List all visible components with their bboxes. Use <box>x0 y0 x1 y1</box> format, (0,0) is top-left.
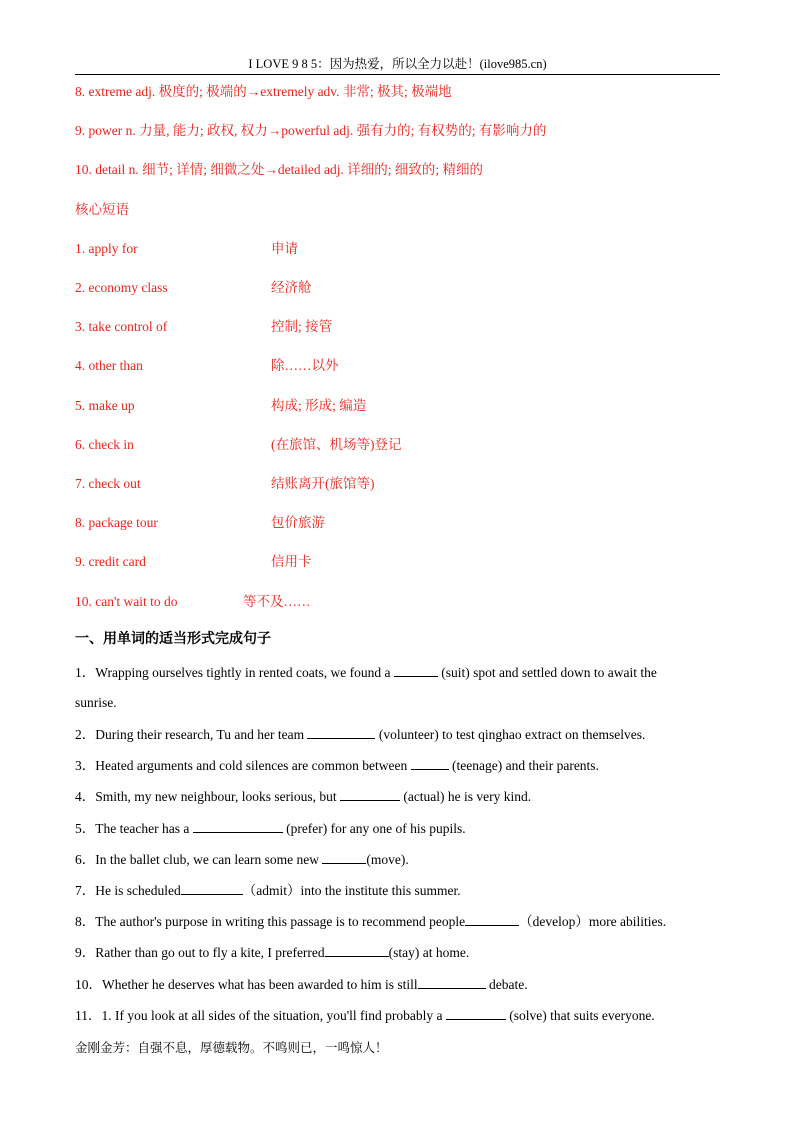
answer-blank[interactable] <box>394 663 438 677</box>
exercise-3: 3．Heated arguments and cold silences are common between (teenage) and their parents. <box>75 758 599 773</box>
vocab-item-10: 10. detail n. 细节; 详情; 细微之处→detailed adj. 详细的; 细致的; 精细的 <box>75 162 483 177</box>
phrase-en: 10. can't wait to do <box>75 594 178 609</box>
page-footer: 金刚金芳：自强不息，厚德载物。不鸣则已，一鸣惊人！ <box>75 1041 388 1055</box>
phrase-en: 5. make up <box>75 398 135 413</box>
phrase-en: 2. economy class <box>75 280 168 295</box>
phrase-en: 8. package tour <box>75 515 158 530</box>
exercise-10: 10．Whether he deserves what has been awarded to him is still debate. <box>75 977 528 992</box>
phrase-cn: 包价旅游 <box>271 515 325 530</box>
phrase-en: 1. apply for <box>75 241 138 256</box>
page-header: I LOVE 9 8 5：因为热爱，所以全力以赴！(ilove985.cn) <box>75 56 720 75</box>
answer-blank[interactable] <box>340 787 400 801</box>
answer-blank[interactable] <box>181 881 243 895</box>
phrase-en: 3. take control of <box>75 319 168 334</box>
phrase-cn: 结账离开(旅馆等) <box>271 476 375 491</box>
phrase-cn: (在旅馆、机场等)登记 <box>271 437 402 452</box>
exercise-8: 8．The author's purpose in writing this passage is to recommend people （develop）more abilities. <box>75 914 667 929</box>
phrase-cn: 申请 <box>271 241 298 256</box>
phrase-en: 7. check out <box>75 476 141 491</box>
exercise-5: 5．The teacher has a (prefer) for any one of his pupils. <box>75 821 466 836</box>
exercise-9: 9．Rather than go out to fly a kite, I preferred (stay) at home. <box>75 945 470 960</box>
answer-blank[interactable] <box>193 819 283 833</box>
phrase-cn: 构成; 形成; 编造 <box>271 398 367 413</box>
phrase-cn: 除……以外 <box>271 358 339 373</box>
exercise-11: 11．1. If you look at all sides of the situation, you'll find probably a (solve) that suits everyone. <box>75 1008 655 1023</box>
answer-blank[interactable] <box>307 725 375 739</box>
exercise-1: 1．Wrapping ourselves tightly in rented coats, we found a (suit) spot and settled down to await the <box>75 665 657 680</box>
answer-blank[interactable] <box>446 1006 506 1020</box>
answer-blank[interactable] <box>411 756 449 770</box>
vocab-item-8: 8. extreme adj. 极度的; 极端的→extremely adv. 非常; 极其; 极端地 <box>75 84 452 99</box>
exercise-7: 7．He is scheduled （admit）into the institute this summer. <box>75 883 461 898</box>
exercise-2: 2．During their research, Tu and her team (volunteer) to test qinghao extract on themselves. <box>75 727 646 742</box>
exercise-6: 6．In the ballet club, we can learn some new (move). <box>75 852 409 867</box>
phrase-cn: 经济舱 <box>271 280 312 295</box>
phrase-en: 4. other than <box>75 358 143 373</box>
vocab-item-9: 9. power n. 力量, 能力; 政权, 权力→powerful adj. 强有力的; 有权势的; 有影响力的 <box>75 123 547 138</box>
section-title: 一、用单词的适当形式完成句子 <box>75 631 271 647</box>
phrases-heading: 核心短语 <box>75 202 129 217</box>
phrase-en: 6. check in <box>75 437 134 452</box>
answer-blank[interactable] <box>322 850 366 864</box>
phrase-cn: 信用卡 <box>271 554 312 569</box>
phrase-en: 9. credit card <box>75 554 146 569</box>
answer-blank[interactable] <box>465 912 519 926</box>
phrase-cn: 等不及…… <box>243 594 311 609</box>
exercise-4: 4．Smith, my new neighbour, looks serious, but (actual) he is very kind. <box>75 789 532 804</box>
exercise-1-continued: sunrise. <box>75 695 117 710</box>
answer-blank[interactable] <box>418 975 486 989</box>
answer-blank[interactable] <box>325 943 389 957</box>
phrase-cn: 控制; 接管 <box>271 319 333 334</box>
